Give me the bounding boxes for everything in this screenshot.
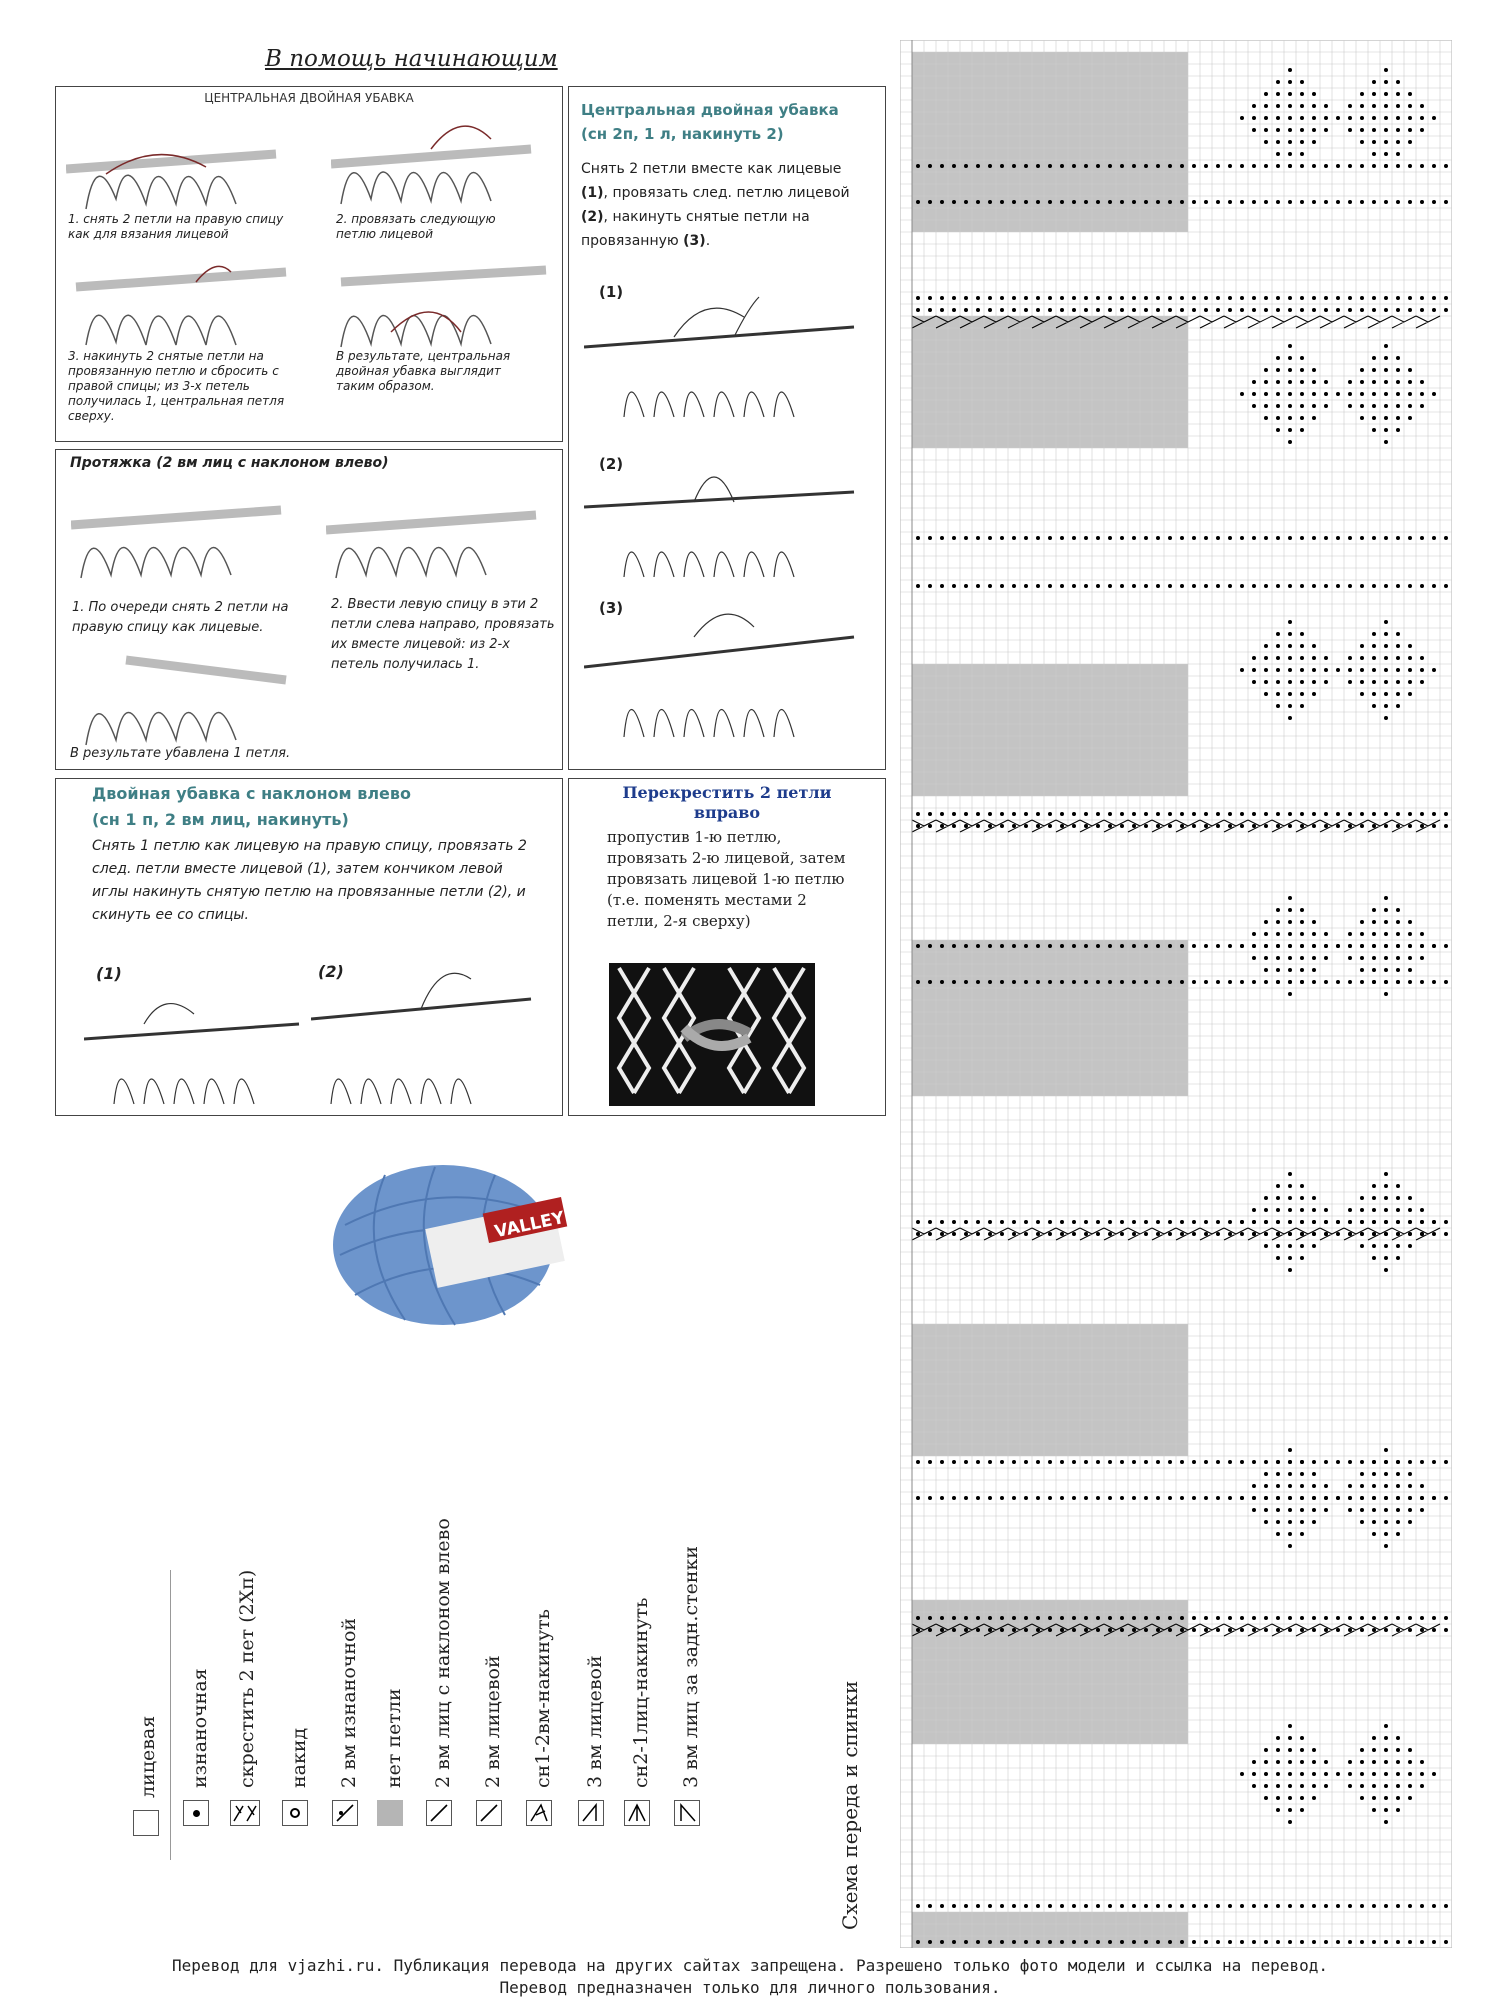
needle-illustration-4 bbox=[331, 252, 551, 352]
central-decrease-panel bbox=[55, 86, 563, 442]
double-left-label-2: (2) bbox=[318, 962, 344, 981]
needle-illustration-3 bbox=[66, 257, 296, 347]
central-label-1: (1) bbox=[599, 283, 624, 301]
double-left-drawing-1 bbox=[84, 969, 304, 1109]
central-title-1: Центральная двойная убавка bbox=[581, 101, 839, 119]
central-step3: 3. накинуть 2 снятые петли на провязанную петлю и сбросить с правой спицы; из 3-х петель получилась 1, центральная петля сверху. bbox=[68, 349, 285, 423]
cross-title-1: Перекрестить 2 петли bbox=[622, 783, 832, 802]
double-left-title-1: Двойная убавка с наклоном влево bbox=[92, 784, 412, 803]
cross-symbol bbox=[230, 1800, 260, 1826]
central-step1: 1. снять 2 петли на правую спицу как для вязания лицевой bbox=[68, 212, 284, 241]
yarn-label: VALLEY bbox=[492, 1208, 567, 1243]
protyazhka-result: В результате убавлена 1 петля. bbox=[70, 746, 291, 761]
k3tog-symbol bbox=[578, 1800, 604, 1826]
central-step2: 2. провязать следующую петлю лицевой bbox=[336, 212, 496, 241]
central-drawing-3 bbox=[584, 577, 874, 747]
central-decrease-instructions bbox=[568, 86, 886, 770]
protyazhka-drawing-1 bbox=[71, 480, 291, 580]
chart-caption: Схема переда и спинки bbox=[838, 1680, 862, 1930]
double-left-title-2: (сн 1 п, 2 вм лиц, накинуть) bbox=[92, 810, 349, 829]
footer-line-1: Перевод для vjazhi.ru. Публикация перевода на других сайтах запрещена. Разрешено только фото модели и ссылка на перевод. bbox=[172, 1956, 1328, 1975]
central-label-2: (2) bbox=[599, 455, 624, 473]
central-drawing-1 bbox=[584, 277, 874, 427]
double-left-drawing-2 bbox=[311, 959, 541, 1109]
central-text: Снять 2 петли вместе как лицевые (1), провязать след. петлю лицевой (2), накинуть снятые петли на провязанную (3). bbox=[581, 161, 850, 249]
cross-text: пропустив 1-ю петлю, провязать 2-ю лицевой, затем провязать лицевой 1-ю петлю (т.е. поменять местами 2 петли, 2-я сверху) bbox=[607, 828, 846, 930]
purl-symbol bbox=[183, 1800, 209, 1826]
ssk-symbol bbox=[426, 1800, 452, 1826]
needle-illustration-1 bbox=[66, 109, 296, 214]
double-left-label-1: (1) bbox=[96, 964, 122, 983]
central-label-3: (3) bbox=[599, 599, 624, 617]
double-left-text: Снять 1 петлю как лицевую на правую спицу, провязать 2 след. петли вместе лицевой (1), затем кончиком левой иглы накинуть снятую петлю на провязанные петли (2), и скинуть ее со спицы. bbox=[92, 838, 527, 923]
knitting-chart bbox=[900, 40, 1452, 1948]
footer-line-2: Перевод предназначен только для личного пользования. bbox=[499, 1978, 1001, 1997]
central-decrease-header: ЦЕНТРАЛЬНАЯ ДВОЙНАЯ УБАВКА bbox=[204, 91, 414, 105]
k3tbl-symbol bbox=[674, 1800, 700, 1826]
protyazhka-step2: 2. Ввести левую спицу в эти 2 петли слева направо, провязать их вместе лицевой: из 2-х петель получилась 1. bbox=[331, 597, 555, 672]
protyazhka-panel bbox=[55, 449, 563, 770]
central-drawing-2 bbox=[584, 432, 874, 582]
central-result: В результате, центральная двойная убавка выглядит таким образом. bbox=[336, 349, 511, 393]
double-left-decrease-panel bbox=[55, 778, 563, 1116]
needle-illustration-2 bbox=[331, 109, 551, 209]
sk2p-symbol bbox=[526, 1800, 552, 1826]
cross-stitch-photo bbox=[609, 963, 815, 1106]
k2tog-symbol bbox=[476, 1800, 502, 1826]
protyazhka-title: Протяжка (2 вм лиц с наклоном влево) bbox=[70, 455, 389, 471]
p2tog-symbol bbox=[332, 1800, 358, 1826]
yarn-ball-photo bbox=[325, 1155, 580, 1330]
protyazhka-drawing-3 bbox=[76, 640, 296, 750]
cross-stitches-panel bbox=[568, 778, 886, 1116]
cross-title-2: вправо bbox=[693, 803, 761, 822]
protyazhka-drawing-2 bbox=[326, 480, 546, 580]
no-stitch-symbol bbox=[377, 1800, 403, 1826]
yarn-over-symbol bbox=[282, 1800, 308, 1826]
s2kp-symbol bbox=[624, 1800, 650, 1826]
protyazhka-step1: 1. По очереди снять 2 петли на правую спицу как лицевые. bbox=[72, 600, 289, 635]
legend-divider bbox=[170, 1570, 171, 1860]
central-title-2: (сн 2п, 1 л, накинуть 2) bbox=[581, 125, 784, 143]
page-title: В помощь начинающим bbox=[265, 46, 558, 72]
knit-symbol bbox=[133, 1810, 159, 1836]
